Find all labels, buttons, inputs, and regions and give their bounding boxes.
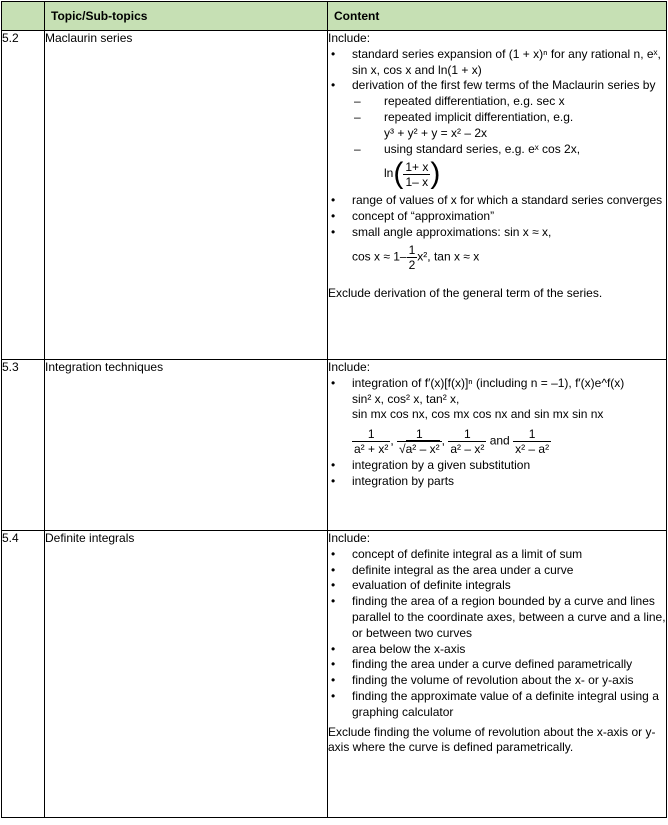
equation: y³ + y² + y = x² – 2x <box>384 125 488 140</box>
row-number: 5.2 <box>2 31 45 360</box>
list-item: • finding the approximate value of a definite integral using a graphing calculator <box>328 689 666 721</box>
fraction-denominator: a² + x² <box>354 442 389 457</box>
fraction-numerator: 1 <box>415 427 423 442</box>
table-row <box>2 360 667 531</box>
list-item <box>328 376 666 392</box>
fraction-row: $\frac{1}{\text{a² + x²}}$ , $\frac{1}{\text{√a² – x²}}$ , $\frac{1}{\text{a² – x²}}$ and $\frac{1}{\text{x² – a²}}$ <box>354 427 550 457</box>
integrand-line: sin² x, cos² x, tan² x, <box>352 391 460 406</box>
list-item: • range of values of x for which a standard series converges <box>328 193 666 209</box>
sqrt-radicand: a² – x² <box>405 442 440 457</box>
table-row <box>2 31 667 360</box>
list-item: • finding the volume of revolution about the x- or y-axis <box>328 673 666 689</box>
math-expression: f′(x)[f(x)]ⁿ <box>424 375 473 390</box>
list-item: • definite integral as the area under a curve <box>328 563 666 579</box>
fraction <box>407 243 418 272</box>
include-label: Include: <box>328 360 371 374</box>
and-word: and <box>489 433 510 448</box>
list-item: • finding the area under a curve defined parametrically <box>328 657 666 673</box>
bullet-list <box>328 47 666 241</box>
bullet-list <box>328 376 666 392</box>
fraction-denominator: 1– x <box>403 174 430 189</box>
list-item <box>328 78 666 193</box>
exclude-note: Exclude finding the volume of revolution about the x-axis or y-axis where the curve is defined parametrically. <box>328 724 656 755</box>
list-item-text: derivation of the first few terms of the Maclaurin series by <box>352 78 656 93</box>
left-paren-glyph: ( <box>393 157 404 191</box>
dash-list <box>352 94 666 193</box>
row-content <box>328 31 667 360</box>
fraction-numerator: 1 <box>367 427 375 442</box>
header-topic: Topic/Sub-topics <box>45 2 328 31</box>
fraction-numerator: 1+ x <box>405 159 429 174</box>
list-item-text: repeated implicit differentiation, e.g. <box>384 109 574 124</box>
list-item-text: using standard series, e.g. eˣ cos 2x, <box>384 141 581 156</box>
fraction <box>352 427 390 456</box>
list-item: • concept of “approximation” <box>328 209 666 225</box>
cos-prefix: cos x ≈ 1– <box>352 249 407 264</box>
fraction <box>513 427 551 456</box>
integrand-lines <box>352 392 666 424</box>
list-item <box>352 110 666 142</box>
integrand-line: sin mx cos nx, cos mx cos nx and sin mx sin nx <box>352 407 604 422</box>
list-item: • area below the x-axis <box>328 642 666 658</box>
fraction-denominator: 2 <box>408 257 416 272</box>
bullet-list <box>328 458 666 490</box>
bullet-list <box>328 547 666 721</box>
list-item: • finding the area of a region bounded by a curve and lines parallel to the coordinate axes, between a curve and a line, or between two curves <box>328 594 666 641</box>
list-item: • integration by a given substitution <box>328 458 666 474</box>
syllabus-table <box>1 1 667 818</box>
fraction-numerator: 1 <box>528 427 536 442</box>
fraction-denominator: x² – a² <box>515 442 550 457</box>
list-item: • integration by parts <box>328 474 666 490</box>
fraction-denominator: √a² – x² <box>399 442 440 457</box>
ln-expression <box>384 159 440 189</box>
list-item: • concept of definite integral as a limit of sum <box>328 547 666 563</box>
row-topic: Integration techniques <box>45 360 328 531</box>
header-number-cell <box>2 2 45 31</box>
fraction <box>448 427 486 456</box>
list-item: • small angle approximations: sin x ≈ x, <box>328 225 666 241</box>
row-content <box>328 360 667 531</box>
exclude-note: Exclude derivation of the general term of the series. <box>328 285 603 300</box>
table-row <box>2 531 667 818</box>
fraction <box>397 427 442 456</box>
list-item <box>352 142 666 194</box>
cos-suffix: x², tan x ≈ x <box>417 249 480 264</box>
list-item: • evaluation of definite integrals <box>328 578 666 594</box>
right-paren-glyph: ) <box>430 157 441 191</box>
header-content: Content <box>328 2 667 31</box>
list-item-text: integration of <box>352 375 422 390</box>
fraction-denominator: a² – x² <box>450 442 485 457</box>
cos-approximation <box>352 243 666 272</box>
include-label: Include: <box>328 531 371 545</box>
row-number: 5.4 <box>2 531 45 818</box>
row-content <box>328 531 667 818</box>
list-item-text: (including n = –1), f′(x)e^f(x) <box>476 375 625 390</box>
row-number: 5.3 <box>2 360 45 531</box>
fraction-numerator: 1 <box>408 242 416 257</box>
list-item: – repeated differentiation, e.g. sec x <box>352 94 666 110</box>
fraction-numerator: 1 <box>463 427 471 442</box>
ln-label: ln <box>384 166 394 181</box>
header-row <box>2 2 667 31</box>
row-topic: Maclaurin series <box>45 31 328 360</box>
row-topic: Definite integrals <box>45 531 328 818</box>
fraction <box>403 160 430 189</box>
include-label: Include: <box>328 31 371 45</box>
list-item: • standard series expansion of (1 + x)ⁿ for any rational n, eˣ, sin x, cos x and ln(1 + x) <box>328 47 666 79</box>
